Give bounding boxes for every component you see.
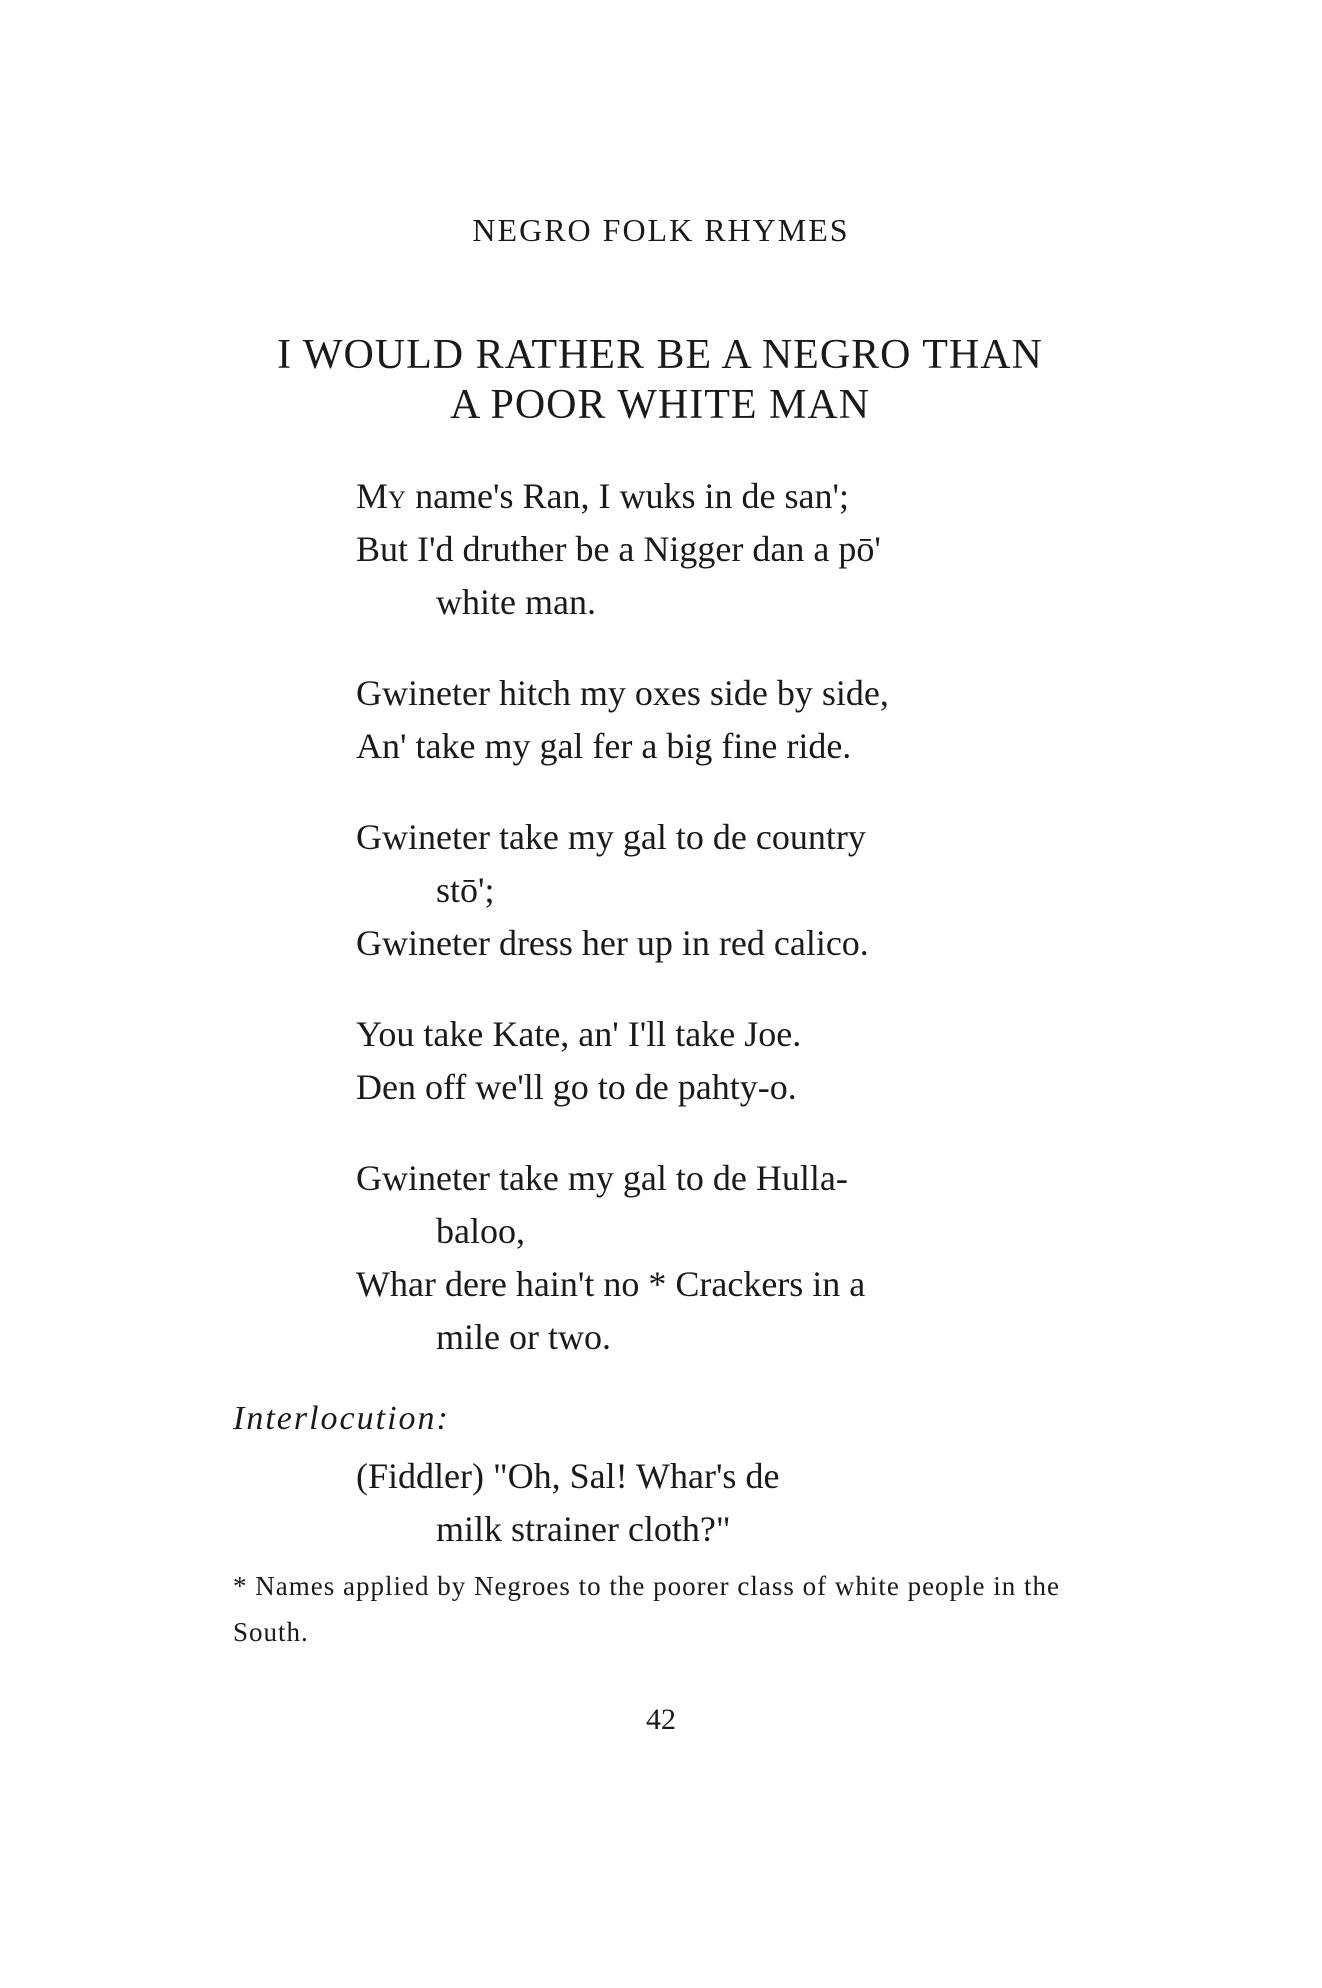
verse-line-continuation: mile or two. [436,1317,611,1357]
verse-line-continuation: white man. [436,582,596,622]
verse-line: Gwineter take my gal to de Hulla- [356,1158,848,1198]
interlocution-label: Interlocution: [233,1400,450,1437]
verse-line: You take Kate, an' I'll take Joe. [356,1014,802,1054]
verse-line: Gwineter take my gal to de country [356,817,866,857]
poem-title-line-2: A POOR WHITE MAN [449,382,871,428]
stanza [356,470,1006,629]
poem-body [356,470,1006,1402]
stanza [356,1152,1006,1364]
footnote: * Names applied by Negroes to the poorer class of white people in the South. [233,1571,1061,1647]
interlocution-dialogue [356,1450,1006,1556]
verse-line-rest: name's Ran, I wuks in de san'; [406,476,849,516]
verse-line-continuation: stō'; [436,870,495,910]
verse-line: Den off we'll go to de pahty-o. [356,1067,797,1107]
verse-line-continuation: baloo, [436,1211,525,1251]
poem-title [200,330,1120,430]
verse-line: Gwineter dress her up in red calico. [356,923,869,963]
verse-line: But I'd druther be a Nigger dan a pō' [356,529,881,569]
dialogue-line: (Fiddler) "Oh, Sal! Whar's de [356,1456,780,1496]
verse-line [356,470,1006,523]
poem-title-line-1: I WOULD RATHER BE A NEGRO THAN [277,332,1043,378]
page-number: 42 [646,1703,676,1736]
stanza [356,811,1006,970]
verse-line: An' take my gal fer a big fine ride. [356,726,852,766]
running-head: NEGRO FOLK RHYMES [472,212,850,248]
dialogue-line-continuation: milk strainer cloth?" [436,1509,731,1549]
stanza [356,1008,1006,1114]
verse-line: Gwineter hitch my oxes side by side, [356,673,889,713]
stanza [356,667,1006,773]
verse-line: Whar dere hain't no * Crackers in a [356,1264,866,1304]
verse-initial-word: My [356,476,407,516]
